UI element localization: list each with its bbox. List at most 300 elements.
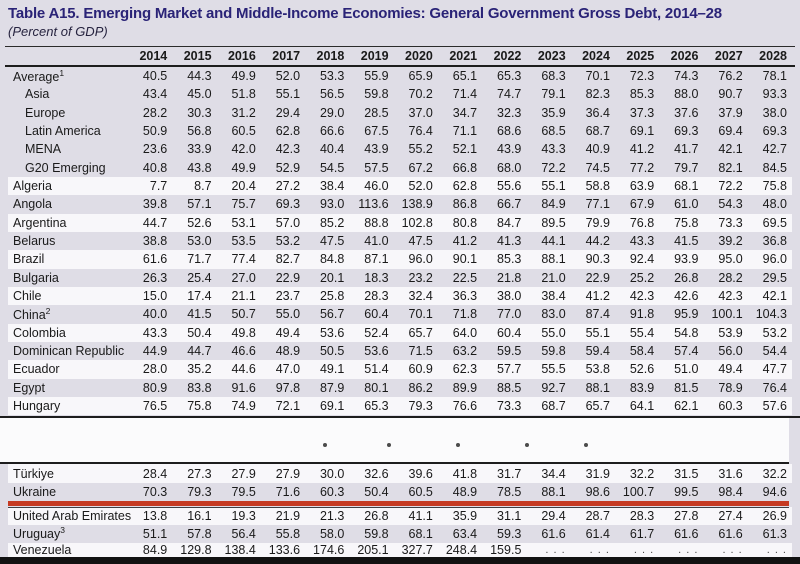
value-cell: 95.9 xyxy=(674,307,699,322)
value-cell: 97.8 xyxy=(275,380,301,395)
value-cell: 27.3 xyxy=(187,466,212,481)
value-cell: 59.3 xyxy=(497,526,522,541)
value-cell: 57.6 xyxy=(762,399,787,414)
row-label: Venezuela xyxy=(13,543,72,557)
value-cell: 39.2 xyxy=(718,234,743,249)
footnote-marker: 3 xyxy=(60,525,65,536)
value-cell: 42.3 xyxy=(718,289,743,304)
value-cell: 27.8 xyxy=(674,508,699,523)
table-row xyxy=(8,464,792,483)
value-cell: 90.7 xyxy=(718,87,743,102)
value-cell: 76.6 xyxy=(452,399,478,414)
footnote-marker: 2 xyxy=(45,306,51,317)
value-cell: 30.0 xyxy=(319,466,345,481)
year-header-cell: 2017 xyxy=(272,48,301,63)
value-cell: 61.0 xyxy=(674,197,699,212)
value-cell: 71.8 xyxy=(452,307,478,322)
value-cell: 66.7 xyxy=(497,197,522,212)
value-cell: 88.5 xyxy=(497,380,522,395)
value-cell: 25.2 xyxy=(629,270,655,285)
value-cell: 32.6 xyxy=(364,466,389,481)
asterisk-mark xyxy=(525,443,529,447)
value-cell: 13.8 xyxy=(142,508,168,523)
value-cell: 53.5 xyxy=(231,234,256,249)
value-cell: 30.3 xyxy=(187,105,212,120)
value-cell: 20.1 xyxy=(319,270,345,285)
value-cell: 40.9 xyxy=(585,142,610,157)
value-cell: 29.5 xyxy=(762,270,787,285)
value-cell: 69.3 xyxy=(762,124,787,139)
value-cell: 69.3 xyxy=(674,124,699,139)
value-cell: 40.8 xyxy=(142,160,168,175)
year-header-cell: 2014 xyxy=(139,48,168,63)
row-label: Asia xyxy=(25,87,50,102)
value-cell: 33.9 xyxy=(187,142,212,157)
value-cell: 19.3 xyxy=(231,508,256,523)
year-header-cell: 2025 xyxy=(626,48,655,63)
value-cell: 53.2 xyxy=(762,325,787,340)
value-cell: 85.3 xyxy=(497,252,522,267)
value-cell: 84.7 xyxy=(497,215,522,230)
year-header-cell: 2022 xyxy=(493,48,522,63)
value-cell: 60.5 xyxy=(408,485,433,500)
row-label: Colombia xyxy=(13,325,66,340)
value-cell: 90.1 xyxy=(452,252,478,267)
value-cell: 76.5 xyxy=(142,399,168,414)
value-cell: 60.5 xyxy=(231,124,256,139)
value-cell: 28.7 xyxy=(585,508,610,523)
value-cell: 16.1 xyxy=(187,508,212,523)
value-cell: 49.9 xyxy=(231,69,256,84)
value-cell: 68.3 xyxy=(541,69,566,84)
no-data-ellipsis: . . . xyxy=(678,544,699,556)
value-cell: 41.5 xyxy=(187,307,212,322)
value-cell: 100.7 xyxy=(622,485,655,500)
value-cell: 59.4 xyxy=(585,344,610,359)
value-cell: 327.7 xyxy=(401,543,433,557)
value-cell: 54.8 xyxy=(674,325,699,340)
value-cell: 53.9 xyxy=(718,325,743,340)
table-row xyxy=(8,85,792,103)
value-cell: 60.3 xyxy=(718,399,743,414)
row-label: Hungary xyxy=(13,399,61,414)
value-cell: 65.7 xyxy=(585,399,610,414)
value-cell: 94.6 xyxy=(762,485,787,500)
value-cell: 205.1 xyxy=(357,543,389,557)
value-cell: 41.1 xyxy=(408,508,433,523)
value-cell: 43.9 xyxy=(364,142,389,157)
value-cell: 29.4 xyxy=(541,508,566,523)
value-cell: 65.9 xyxy=(408,69,433,84)
value-cell: 41.2 xyxy=(452,234,478,249)
value-cell: 52.0 xyxy=(275,69,301,84)
value-cell: 72.1 xyxy=(275,399,301,414)
value-cell: 81.5 xyxy=(674,380,699,395)
table-row xyxy=(8,104,792,122)
value-cell: 49.1 xyxy=(319,362,345,377)
value-cell: 59.8 xyxy=(364,87,389,102)
value-cell: 138.9 xyxy=(401,197,433,212)
value-cell: 37.9 xyxy=(718,105,743,120)
value-cell: 79.3 xyxy=(408,399,433,414)
value-cell: 43.8 xyxy=(187,160,212,175)
value-cell: 50.9 xyxy=(142,124,168,139)
value-cell: 55.1 xyxy=(275,87,301,102)
year-header-cell: 2015 xyxy=(183,48,212,63)
value-cell: 71.4 xyxy=(452,87,478,102)
table-row xyxy=(8,287,792,305)
value-cell: 93.3 xyxy=(762,87,787,102)
value-cell: 44.6 xyxy=(231,362,256,377)
table-row xyxy=(8,214,792,232)
value-cell: 92.4 xyxy=(629,252,655,267)
value-cell: 84.9 xyxy=(541,197,566,212)
value-cell: 41.2 xyxy=(629,142,655,157)
value-cell: 87.9 xyxy=(319,380,345,395)
row-label: Uruguay$^3$ xyxy=(13,525,65,542)
table-subtitle: (Percent of GDP) xyxy=(8,24,108,39)
value-cell: 76.8 xyxy=(629,215,655,230)
value-cell: 76.4 xyxy=(762,380,787,395)
value-cell: 32.2 xyxy=(762,466,787,481)
value-cell: 89.5 xyxy=(541,215,566,230)
value-cell: 27.0 xyxy=(231,270,256,285)
value-cell: 55.1 xyxy=(541,179,566,194)
value-cell: 90.3 xyxy=(585,252,610,267)
no-data-ellipsis: . . . xyxy=(633,544,655,556)
value-cell: 57.5 xyxy=(364,160,389,175)
value-cell: 55.4 xyxy=(629,325,655,340)
row-label: Ukraine xyxy=(13,485,57,500)
table-row xyxy=(8,543,792,558)
value-cell: 28.4 xyxy=(142,466,168,481)
value-cell: 61.6 xyxy=(541,526,566,541)
value-cell: 66.8 xyxy=(452,160,478,175)
value-cell: 59.8 xyxy=(364,526,389,541)
value-cell: 15.0 xyxy=(142,289,168,304)
row-label: G20 Emerging xyxy=(25,160,106,175)
value-cell: 70.2 xyxy=(408,87,433,102)
value-cell: 84.9 xyxy=(142,543,168,557)
value-cell: 63.9 xyxy=(629,179,655,194)
asterisk-mark xyxy=(456,443,460,447)
row-label: Dominican Republic xyxy=(13,344,125,359)
value-cell: 68.0 xyxy=(497,160,522,175)
value-cell: 91.8 xyxy=(629,307,655,322)
year-header-cell: 2016 xyxy=(227,48,256,63)
asterisk-mark xyxy=(584,443,588,447)
value-cell: 55.9 xyxy=(364,69,389,84)
table-row xyxy=(8,360,792,378)
value-cell: 59.5 xyxy=(497,344,522,359)
value-cell: 61.3 xyxy=(762,526,787,541)
no-data-ellipsis: . . . xyxy=(545,544,566,556)
value-cell: 59.8 xyxy=(541,344,566,359)
value-cell: 102.8 xyxy=(401,215,433,230)
row-label: Latin America xyxy=(25,124,101,139)
value-cell: 44.7 xyxy=(187,344,212,359)
value-cell: 51.1 xyxy=(142,526,168,541)
value-cell: 138.4 xyxy=(224,543,256,557)
value-cell: 61.6 xyxy=(718,526,743,541)
row-label: Angola xyxy=(13,197,52,212)
value-cell: 25.4 xyxy=(187,270,212,285)
value-cell: 28.3 xyxy=(629,508,655,523)
value-cell: 83.9 xyxy=(629,380,655,395)
value-cell: 77.0 xyxy=(497,307,522,322)
value-cell: 56.4 xyxy=(231,526,256,541)
value-cell: 38.4 xyxy=(541,289,566,304)
value-cell: 50.4 xyxy=(364,485,389,500)
value-cell: 64.1 xyxy=(629,399,655,414)
value-cell: 57.7 xyxy=(497,362,522,377)
value-cell: 82.3 xyxy=(585,87,610,102)
value-cell: 31.1 xyxy=(497,508,522,523)
value-cell: 31.6 xyxy=(718,466,743,481)
value-cell: 52.6 xyxy=(629,362,655,377)
value-cell: 43.3 xyxy=(142,325,168,340)
value-cell: 54.4 xyxy=(762,344,787,359)
value-cell: 93.9 xyxy=(674,252,699,267)
table-row xyxy=(8,342,792,360)
value-cell: 95.0 xyxy=(718,252,743,267)
value-cell: 26.3 xyxy=(142,270,168,285)
value-cell: 58.4 xyxy=(629,344,655,359)
year-header-cell: 2028 xyxy=(759,48,787,63)
table-row xyxy=(8,269,792,287)
row-label: Average$^1$ xyxy=(13,68,65,85)
value-cell: 27.9 xyxy=(275,466,301,481)
value-cell: 39.6 xyxy=(408,466,433,481)
value-cell: 54.3 xyxy=(718,197,743,212)
value-cell: 55.0 xyxy=(541,325,566,340)
row-label: Ecuador xyxy=(13,362,60,377)
value-cell: 8.7 xyxy=(194,179,212,194)
value-cell: 29.4 xyxy=(275,105,301,120)
value-cell: 37.6 xyxy=(674,105,699,120)
value-cell: 80.8 xyxy=(452,215,478,230)
value-cell: 31.2 xyxy=(231,105,256,120)
value-cell: 76.4 xyxy=(408,124,433,139)
value-cell: 55.2 xyxy=(408,142,433,157)
year-header-cell: 2027 xyxy=(714,48,743,63)
value-cell: 38.0 xyxy=(762,105,787,120)
value-cell: 28.5 xyxy=(364,105,389,120)
value-cell: 55.1 xyxy=(585,325,610,340)
value-cell: 7.7 xyxy=(149,179,168,194)
value-cell: 47.7 xyxy=(762,362,787,377)
value-cell: 72.2 xyxy=(718,179,743,194)
value-cell: 74.3 xyxy=(674,69,699,84)
value-cell: 68.6 xyxy=(497,124,522,139)
value-cell: 67.2 xyxy=(408,160,433,175)
value-cell: 80.1 xyxy=(364,380,389,395)
value-cell: 76.2 xyxy=(718,69,743,84)
value-cell: 23.2 xyxy=(408,270,433,285)
value-cell: 49.8 xyxy=(231,325,256,340)
value-cell: 79.1 xyxy=(541,87,566,102)
value-cell: 88.1 xyxy=(585,380,610,395)
value-cell: 20.4 xyxy=(231,179,256,194)
value-cell: 43.3 xyxy=(629,234,655,249)
value-cell: 69.5 xyxy=(762,215,787,230)
value-cell: 113.6 xyxy=(358,197,389,212)
value-cell: 54.5 xyxy=(319,160,345,175)
value-cell: 78.9 xyxy=(718,380,743,395)
year-header-row xyxy=(8,47,792,64)
value-cell: 41.7 xyxy=(674,142,699,157)
year-header-cell: 2019 xyxy=(360,48,389,63)
value-cell: 50.7 xyxy=(231,307,256,322)
value-cell: 82.1 xyxy=(718,160,743,175)
value-cell: 28.0 xyxy=(142,362,168,377)
value-cell: 69.3 xyxy=(275,197,301,212)
value-cell: 36.4 xyxy=(585,105,610,120)
value-cell: 86.8 xyxy=(452,197,478,212)
value-cell: 42.0 xyxy=(231,142,256,157)
value-cell: 73.3 xyxy=(718,215,743,230)
table-row xyxy=(8,483,792,502)
value-cell: 42.1 xyxy=(718,142,743,157)
value-cell: 52.0 xyxy=(408,179,433,194)
value-cell: 37.3 xyxy=(629,105,655,120)
value-cell: 42.3 xyxy=(275,142,301,157)
value-cell: 62.8 xyxy=(275,124,301,139)
value-cell: 79.5 xyxy=(231,485,256,500)
value-cell: 53.0 xyxy=(187,234,212,249)
year-header-cell: 2021 xyxy=(449,48,478,63)
value-cell: 88.1 xyxy=(541,485,566,500)
value-cell: 71.7 xyxy=(187,252,212,267)
value-cell: 64.0 xyxy=(452,325,478,340)
row-label: Europe xyxy=(25,105,66,120)
row-label: MENA xyxy=(25,142,62,157)
value-cell: 75.7 xyxy=(231,197,256,212)
row-label: Türkiye xyxy=(13,466,54,481)
value-cell: 39.8 xyxy=(142,197,168,212)
value-cell: 57.1 xyxy=(187,197,212,212)
value-cell: 72.3 xyxy=(629,69,655,84)
ukraine-highlight-underline xyxy=(8,501,789,506)
value-cell: 49.4 xyxy=(275,325,301,340)
value-cell: 61.6 xyxy=(674,526,699,541)
value-cell: 78.5 xyxy=(497,485,522,500)
value-cell: 55.8 xyxy=(275,526,301,541)
value-cell: 38.8 xyxy=(142,234,168,249)
value-cell: 48.9 xyxy=(275,344,301,359)
value-cell: 35.2 xyxy=(187,362,212,377)
value-cell: 48.0 xyxy=(762,197,787,212)
value-cell: 62.3 xyxy=(452,362,478,377)
value-cell: 60.3 xyxy=(319,485,345,500)
value-cell: 36.8 xyxy=(762,234,787,249)
value-cell: 41.0 xyxy=(364,234,389,249)
value-cell: 44.9 xyxy=(142,344,168,359)
value-cell: 35.9 xyxy=(452,508,478,523)
value-cell: 42.7 xyxy=(762,142,787,157)
value-cell: 79.7 xyxy=(674,160,699,175)
value-cell: 29.0 xyxy=(319,105,345,120)
value-cell: 61.7 xyxy=(629,526,655,541)
table-row xyxy=(8,379,792,397)
value-cell: 86.2 xyxy=(408,380,433,395)
value-cell: 41.5 xyxy=(674,234,699,249)
value-cell: 67.9 xyxy=(629,197,655,212)
value-cell: 51.8 xyxy=(231,87,256,102)
value-cell: 34.7 xyxy=(452,105,478,120)
value-cell: 73.3 xyxy=(497,399,522,414)
value-cell: 26.8 xyxy=(674,270,699,285)
value-cell: 92.7 xyxy=(541,380,566,395)
omitted-rows-gap xyxy=(0,418,789,463)
table-row xyxy=(8,507,792,525)
value-cell: 67.5 xyxy=(364,124,389,139)
value-cell: 52.1 xyxy=(452,142,478,157)
value-cell: 75.8 xyxy=(674,215,699,230)
value-cell: 133.6 xyxy=(268,543,301,557)
table-title: Table A15. Emerging Market and Middle-Income Economies: General Government Gross Debt, 2014–28 xyxy=(8,5,722,22)
value-cell: 61.6 xyxy=(142,252,168,267)
value-cell: 69.1 xyxy=(319,399,345,414)
value-cell: 100.1 xyxy=(711,307,743,322)
value-cell: 21.9 xyxy=(275,508,301,523)
value-cell: 71.1 xyxy=(452,124,478,139)
value-cell: 65.3 xyxy=(364,399,389,414)
value-cell: 84.5 xyxy=(762,160,787,175)
value-cell: 53.1 xyxy=(231,215,256,230)
value-cell: 69.1 xyxy=(629,124,655,139)
value-cell: 68.5 xyxy=(541,124,566,139)
value-cell: 65.3 xyxy=(497,69,522,84)
no-data-ellipsis: . . . xyxy=(589,544,610,556)
value-cell: 41.8 xyxy=(452,466,478,481)
value-cell: 65.7 xyxy=(408,325,433,340)
value-cell: 41.3 xyxy=(497,234,522,249)
value-cell: 32.3 xyxy=(497,105,522,120)
value-cell: 35.9 xyxy=(541,105,566,120)
table-bottom-border-bar xyxy=(0,557,800,564)
value-cell: 32.2 xyxy=(629,466,655,481)
value-cell: 53.6 xyxy=(319,325,345,340)
table-row xyxy=(8,67,792,85)
value-cell: 47.0 xyxy=(275,362,301,377)
value-cell: 58.0 xyxy=(319,526,345,541)
value-cell: 84.8 xyxy=(319,252,345,267)
value-cell: 85.2 xyxy=(319,215,345,230)
value-cell: 28.2 xyxy=(718,270,743,285)
value-cell: 26.8 xyxy=(364,508,389,523)
value-cell: 44.7 xyxy=(142,215,168,230)
value-cell: 21.0 xyxy=(541,270,566,285)
value-cell: 43.4 xyxy=(142,87,168,102)
value-cell: 88.8 xyxy=(364,215,389,230)
value-cell: 70.3 xyxy=(142,485,168,500)
value-cell: 18.3 xyxy=(364,270,389,285)
value-cell: 77.4 xyxy=(231,252,256,267)
value-cell: 56.5 xyxy=(319,87,345,102)
table-row xyxy=(8,397,792,415)
value-cell: 34.4 xyxy=(541,466,566,481)
value-cell: 43.3 xyxy=(541,142,566,157)
value-cell: 159.5 xyxy=(490,543,522,557)
value-cell: 60.9 xyxy=(408,362,433,377)
value-cell: 174.6 xyxy=(313,543,345,557)
row-label: Chile xyxy=(13,289,42,304)
value-cell: 77.2 xyxy=(629,160,655,175)
value-cell: 63.2 xyxy=(452,344,478,359)
value-cell: 17.4 xyxy=(187,289,212,304)
value-cell: 55.6 xyxy=(497,179,522,194)
